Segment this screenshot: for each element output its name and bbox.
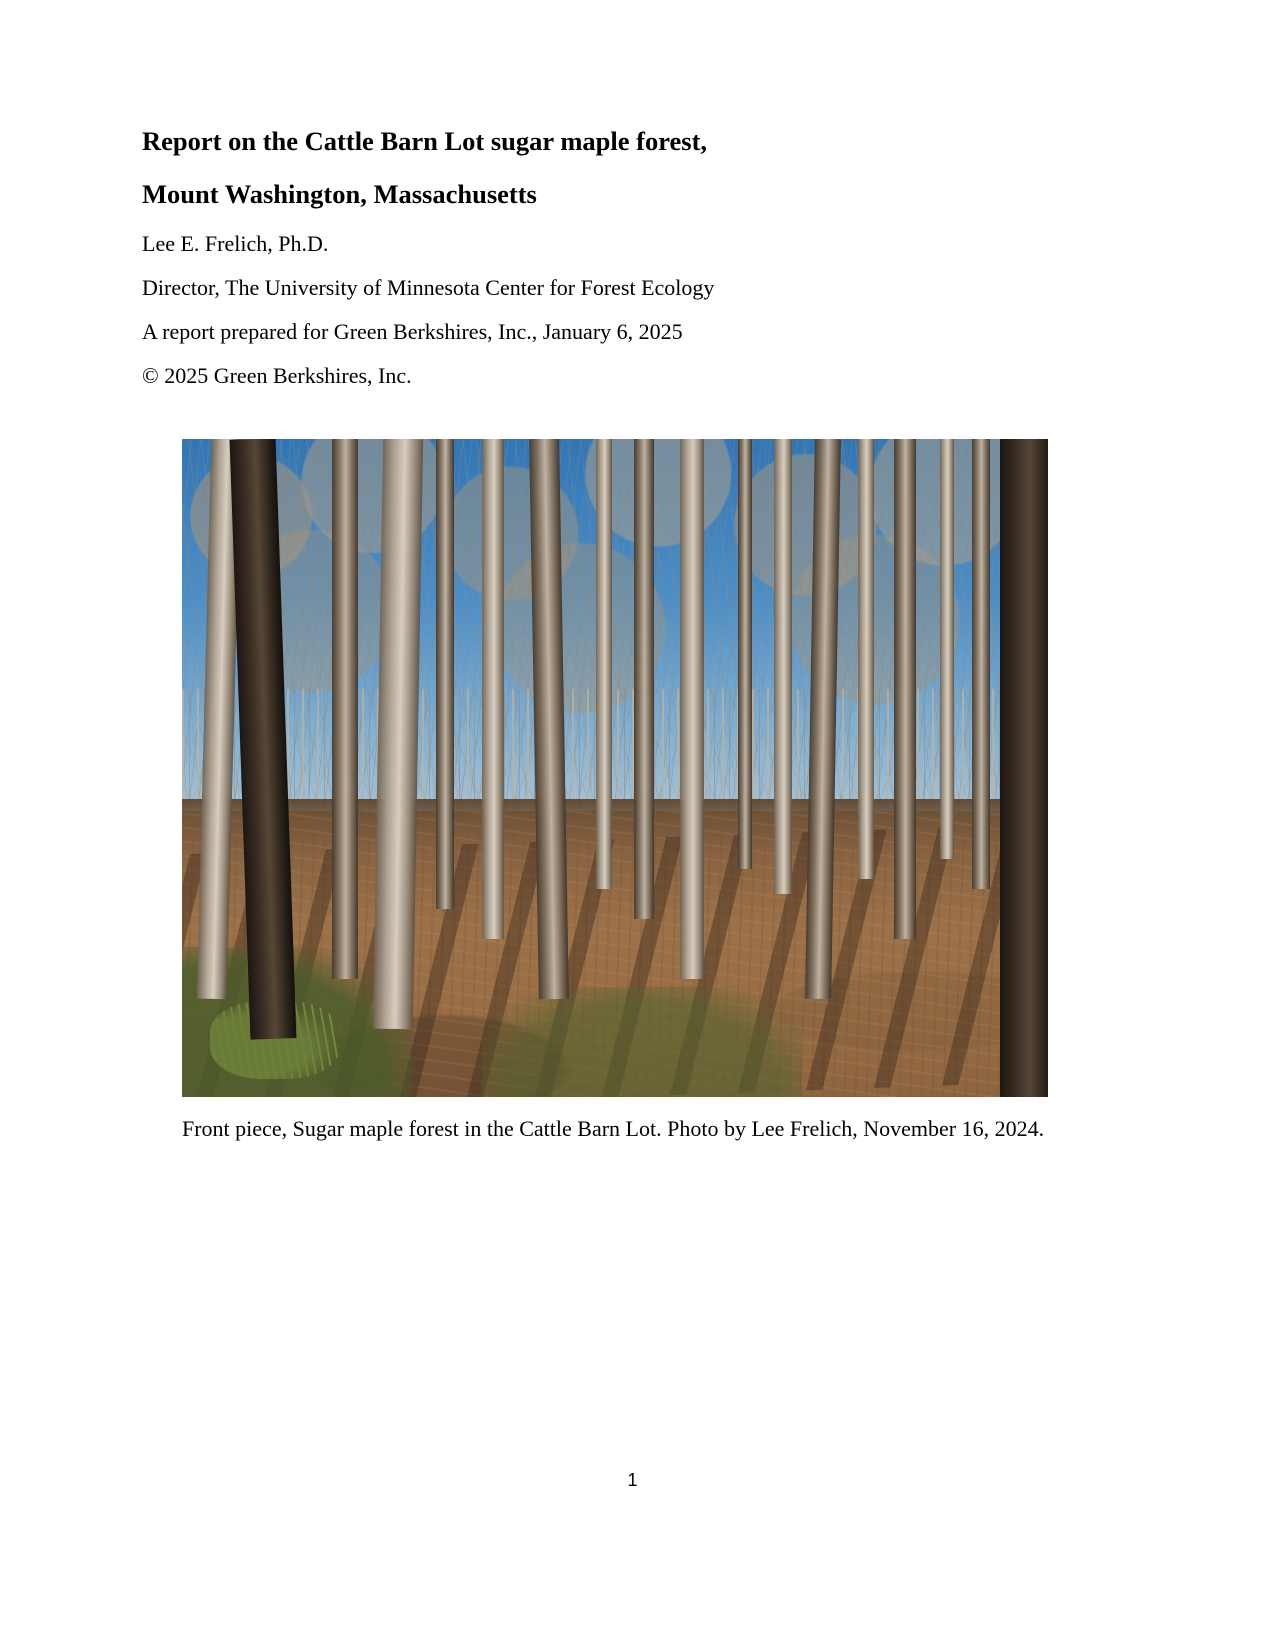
photo-trunk: [634, 439, 654, 919]
page-number: 1: [627, 1470, 638, 1490]
photo-trunk: [436, 439, 454, 909]
photo-trunk: [774, 439, 792, 894]
page-title-line-1: Report on the Cattle Barn Lot sugar maple forest,: [142, 126, 708, 156]
photo-trunk: [332, 439, 358, 979]
page-title: [142, 128, 1022, 207]
author-name: Lee E. Frelich, Ph.D.: [142, 231, 329, 256]
figure-caption: Front piece, Sugar maple forest in the Cattle Barn Lot. Photo by Lee Frelich, November 16, 2024.: [182, 1116, 1045, 1141]
photo-trunk: [596, 439, 612, 889]
photo-trunk: [972, 439, 990, 889]
photo-trunk: [894, 439, 916, 939]
photo-trunk: [738, 439, 752, 869]
photo-trunk-foreground: [1000, 439, 1048, 1097]
photo-trunk: [858, 439, 874, 879]
copyright-line: © 2025 Green Berkshires, Inc.: [142, 363, 412, 388]
page-title-line-2: Mount Washington, Massachusetts: [142, 178, 537, 209]
author-affiliation: Director, The University of Minnesota Center for Forest Ecology: [142, 275, 715, 300]
front-piece-figure: [182, 439, 1048, 1144]
photo-moss-middle: [482, 987, 802, 1097]
photo-trunk: [680, 439, 704, 979]
document-body: [142, 126, 1045, 1160]
photo-trunk: [482, 439, 504, 939]
prepared-for-line: A report prepared for Green Berkshires, Inc., January 6, 2025: [142, 319, 683, 344]
forest-photo: [182, 439, 1048, 1097]
photo-trunk: [940, 439, 954, 859]
